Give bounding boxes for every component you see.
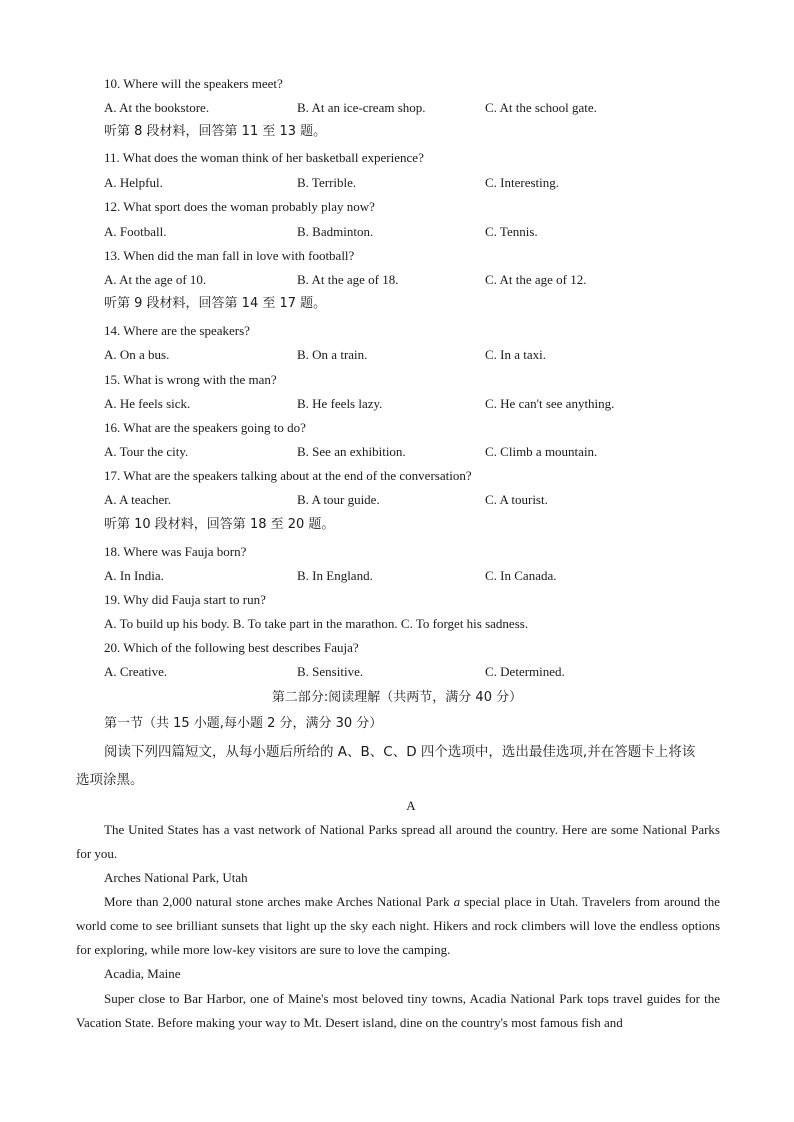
q11-option-a: A. Helpful. <box>104 175 163 190</box>
reading-instruction-line1: 阅读下列四篇短文，从每小题后所给的 A、B、C、D 四个选项中，选出最佳选项,并在答题卡上将该 <box>104 744 696 760</box>
q14-option-b: B. On a train. <box>297 347 368 362</box>
question-18: 18. Where was Fauja born? <box>104 544 247 559</box>
question-11: 11. What does the woman think of her basketball experience? <box>104 150 424 165</box>
q15-option-c: C. He can't see anything. <box>485 396 615 411</box>
q17-option-c: C. A tourist. <box>485 492 548 507</box>
q15-option-b: B. He feels lazy. <box>297 396 383 411</box>
q20-option-a: A. Creative. <box>104 664 168 679</box>
park-1-text-pre: More than 2,000 natural stone arches make Arches National Park <box>104 894 454 909</box>
q13-option-a: A. At the age of 10. <box>104 272 207 287</box>
q18-option-b: B. In England. <box>297 568 373 583</box>
passage-label: A <box>406 798 416 813</box>
q20-option-b: B. Sensitive. <box>297 664 364 679</box>
q13-option-c: C. At the age of 12. <box>485 272 587 287</box>
question-10: 10. Where will the speakers meet? <box>104 76 283 91</box>
q10-option-b: B. At an ice-cream shop. <box>297 100 426 115</box>
q10-option-c: C. At the school gate. <box>485 100 597 115</box>
passage-intro <box>76 818 720 866</box>
q12-option-b: B. Badminton. <box>297 224 374 239</box>
q12-option-c: C. Tennis. <box>485 224 538 239</box>
q16-option-a: A. Tour the city. <box>104 444 189 459</box>
q19-options: A. To build up his body. B. To take part in the marathon. C. To forget his sadness. <box>104 616 529 631</box>
section-10-instruction: 听第 10 段材料，回答第 18 至 20 题。 <box>104 517 335 532</box>
q13-option-b: B. At the age of 18. <box>297 272 399 287</box>
q14-option-c: C. In a taxi. <box>485 347 547 362</box>
park-1-title: Arches National Park, Utah <box>104 870 248 885</box>
park-2-title: Acadia, Maine <box>104 966 181 981</box>
park-1-text-post: special place in Utah. Travelers from around the world come to see brilliant sunsets that light up the sky each night. Hikers and rock climbers will love the endless options for exploring, while more low-key visitors are sure to love the camping. <box>76 894 720 957</box>
q17-option-b: B. A tour guide. <box>297 492 380 507</box>
question-12: 12. What sport does the woman probably play now? <box>104 199 375 214</box>
section-8-instruction: 听第 8 段材料，回答第 11 至 13 题。 <box>104 124 327 139</box>
q11-option-c: C. Interesting. <box>485 175 560 190</box>
question-16: 16. What are the speakers going to do? <box>104 420 306 435</box>
q17-option-a: A. A teacher. <box>104 492 172 507</box>
question-15: 15. What is wrong with the man? <box>104 372 277 387</box>
q11-option-b: B. Terrible. <box>297 175 357 190</box>
q16-option-c: C. Climb a mountain. <box>485 444 598 459</box>
question-20: 20. Which of the following best describes Fauja? <box>104 640 359 655</box>
question-14: 14. Where are the speakers? <box>104 323 250 338</box>
q10-option-a: A. At the bookstore. <box>104 100 210 115</box>
park-1-description <box>76 890 720 962</box>
q20-option-c: C. Determined. <box>485 664 565 679</box>
part-2-heading: 第二部分:阅读理解（共两节，满分 40 分） <box>271 690 523 705</box>
reading-instruction-line2: 选项涂黑。 <box>76 772 144 788</box>
park-2-text: Super close to Bar Harbor, one of Maine's most beloved tiny towns, Acadia National Park tops travel guides for the Vacation State. Before making your way to Mt. Desert island, dine on the country's most famous fish and <box>76 991 720 1030</box>
section-1-heading: 第一节（共 15 小题,每小题 2 分，满分 30 分） <box>104 716 383 731</box>
q12-option-a: A. Football. <box>104 224 167 239</box>
section-9-instruction: 听第 9 段材料，回答第 14 至 17 题。 <box>104 296 327 311</box>
question-17: 17. What are the speakers talking about at the end of the conversation? <box>104 468 472 483</box>
question-13: 13. When did the man fall in love with football? <box>104 248 355 263</box>
park-1-text-italic: a <box>453 894 461 909</box>
park-2-description <box>76 987 720 1035</box>
q16-option-b: B. See an exhibition. <box>297 444 406 459</box>
q18-option-c: C. In Canada. <box>485 568 557 583</box>
q18-option-a: A. In India. <box>104 568 164 583</box>
q14-option-a: A. On a bus. <box>104 347 170 362</box>
question-19: 19. Why did Fauja start to run? <box>104 592 266 607</box>
q15-option-a: A. He feels sick. <box>104 396 191 411</box>
passage-intro-text: The United States has a vast network of National Parks spread all around the country. Here are some National Parks for you. <box>76 822 720 861</box>
